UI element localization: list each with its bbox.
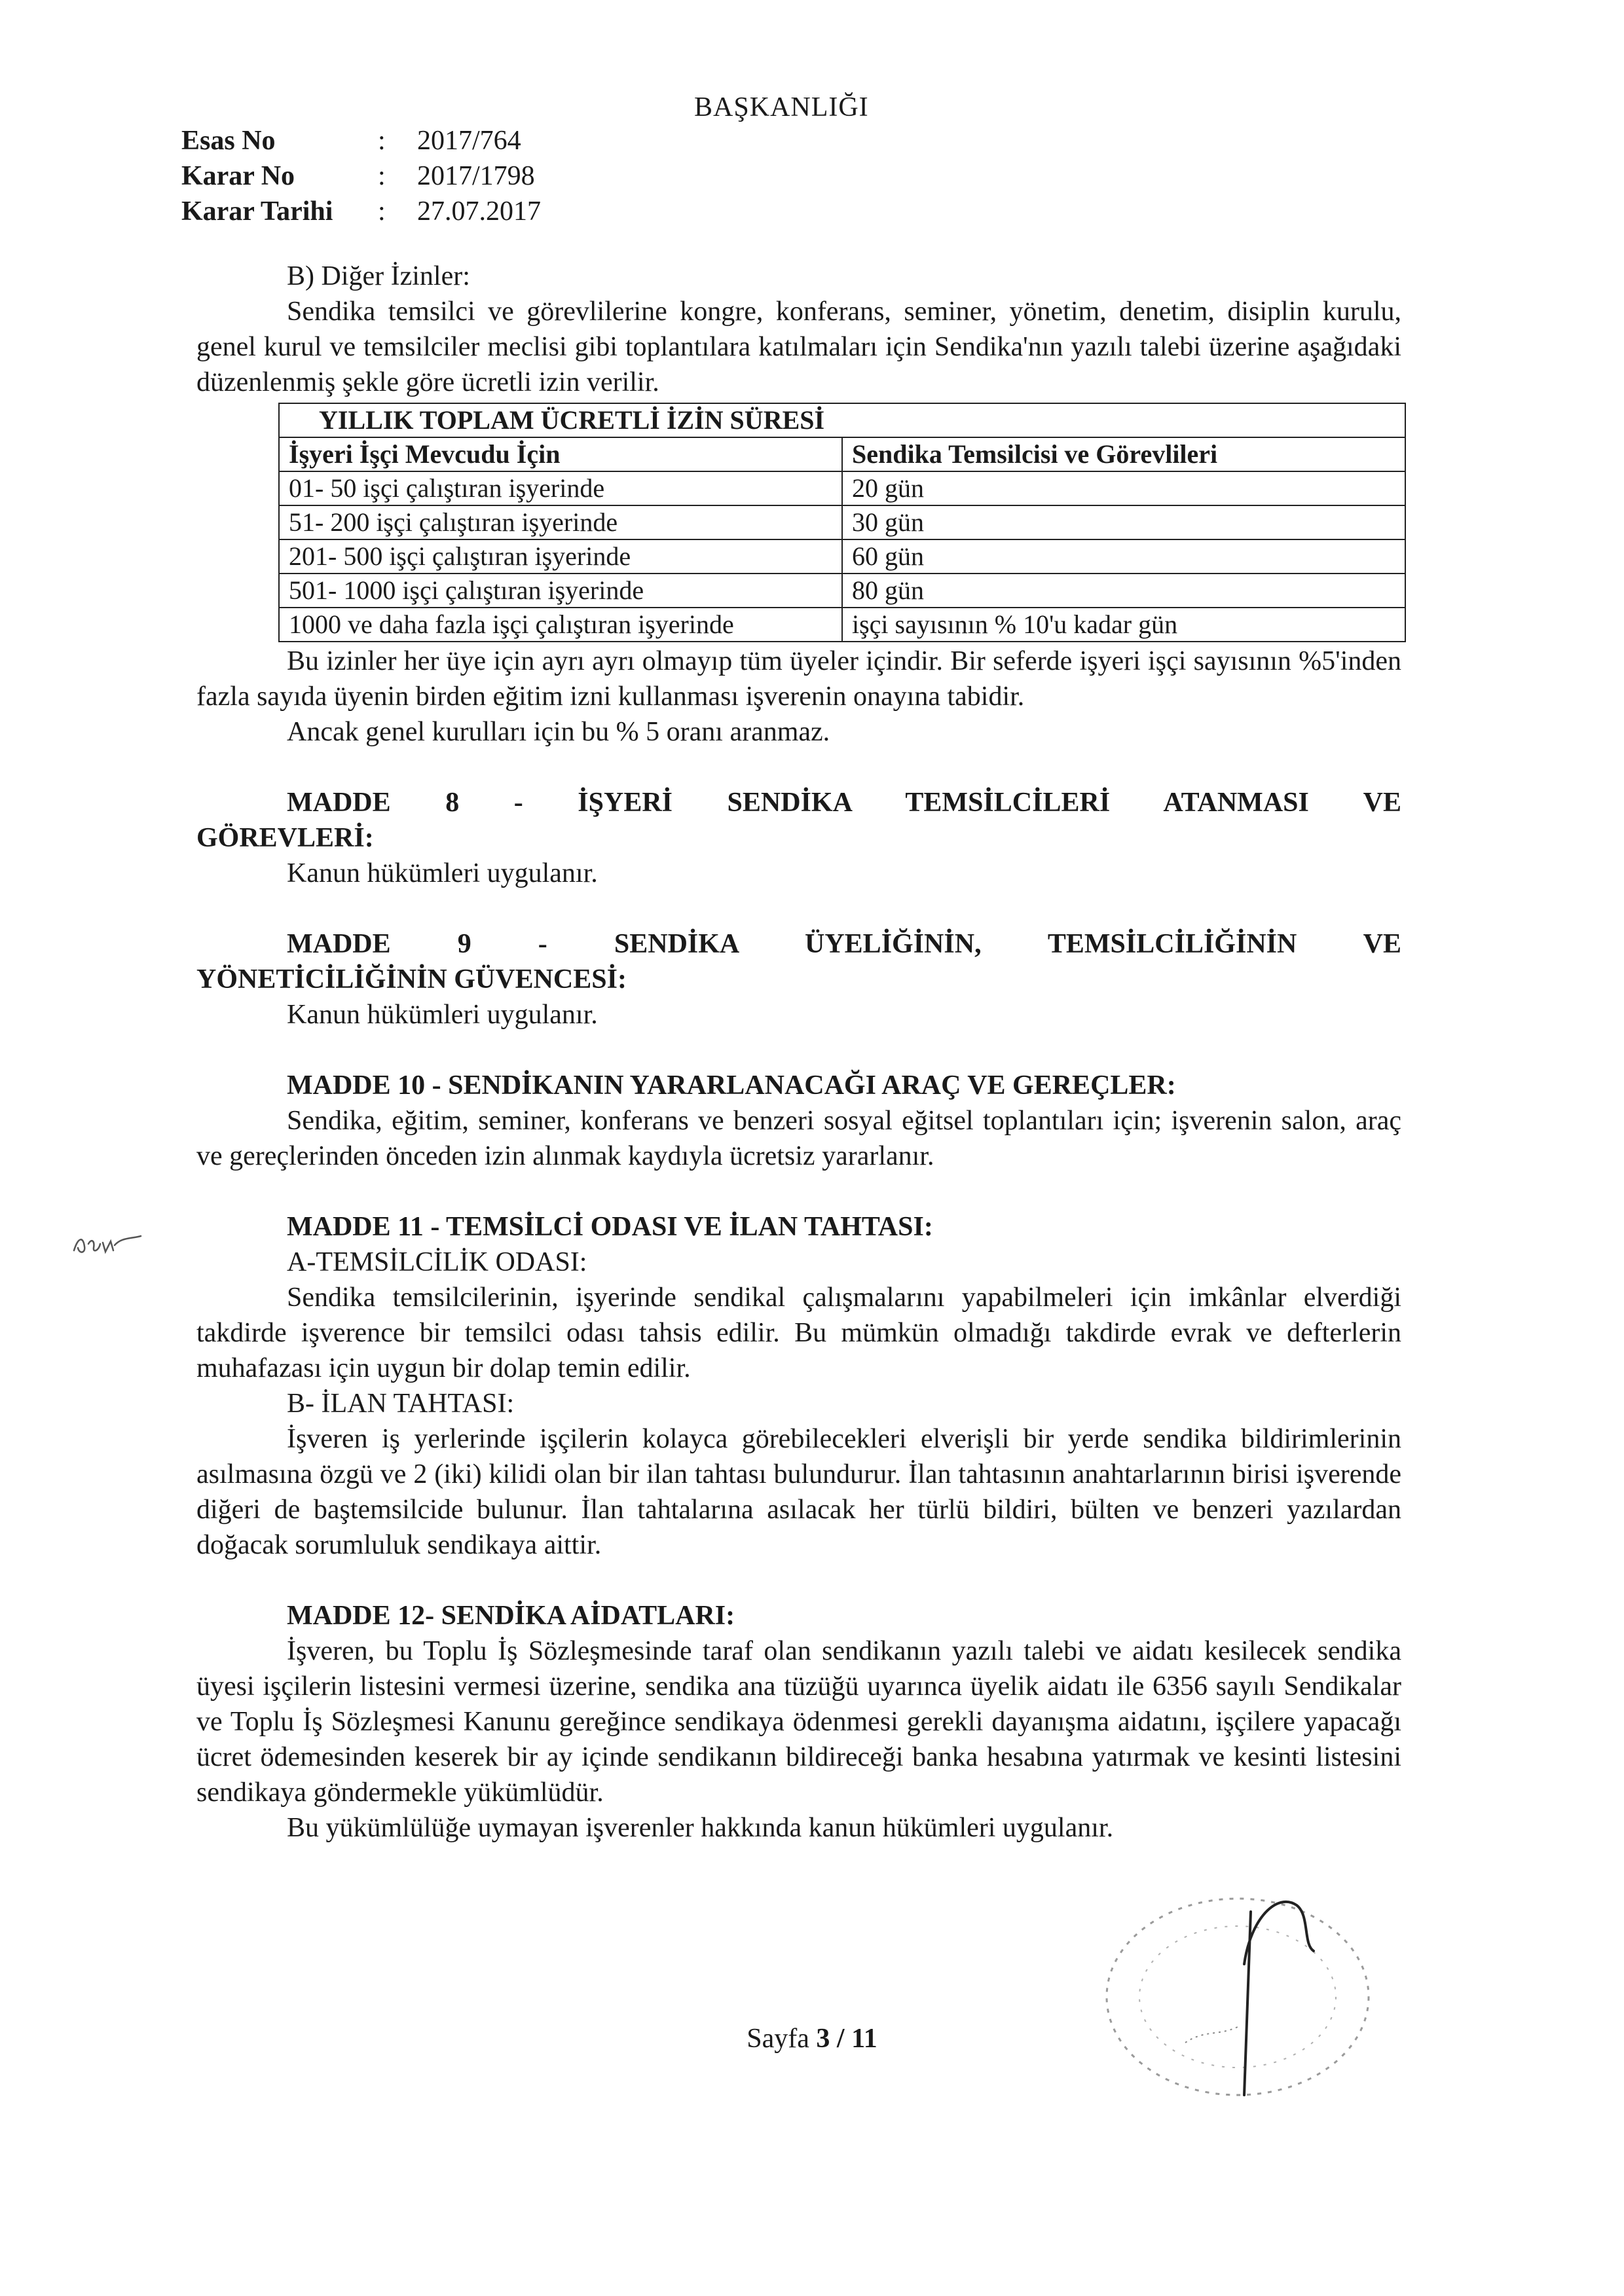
table-row — [279, 608, 1405, 642]
meta-row-karar-tarihi — [181, 194, 541, 229]
table-cell: 201- 500 işçi çalıştıran işyerinde — [279, 539, 842, 574]
madde-11-body-b: İşveren iş yerlerinde işçilerin kolayca görebilecekleri elverişli bir yerde sendika bildirimlerinin asılmasına özgü ve 2 (iki) kilidi olan bir ilan tahtası bulundurur. İlan tahtasının anahtarlarının birisi işverende diğeri de baştemsilcide bulunur. İlan tahtalarına asılacak her türlü bildiri, bülten ve benzeri yazılardan doğacak sorumluluk sendikaya aittir. — [196, 1424, 1401, 1560]
spacer — [196, 1032, 1401, 1068]
leave-table — [278, 403, 1406, 642]
case-meta — [181, 123, 541, 229]
table-row — [279, 574, 1405, 608]
page-total: 11 — [851, 2024, 877, 2054]
leave-table-header-row — [279, 437, 1405, 471]
meta-separator: : — [378, 161, 386, 191]
meta-label: Karar Tarihi — [181, 196, 333, 227]
madde-12-body: İşveren, bu Toplu İş Sözleşmesinde taraf olan sendikanın yazılı talebi ve aidatı kesilecek sendika üyesi işçilerin listesini vermesi üzerine, sendika ana tüzüğü uyarınca üyelik aidatı ile 6356 sayılı Sendikalar ve Toplu İş Sözleşmesi Kanunu gereğince sendikaya ödenmesi gerekli dayanışma aidatını, işçilere yapacağı ücret ödemesinden keserek bir ay içinde sendikanın bildireceği banka hesabına yatırmak ve kesinti listesini sendikaya göndermekle yükümlüdür. — [196, 1636, 1401, 1808]
meta-value: 2017/1798 — [417, 161, 535, 191]
spacer — [196, 891, 1401, 926]
page-footer — [0, 2023, 1624, 2054]
madde-12-heading: MADDE 12- SENDİKA AİDATLARI: — [287, 1601, 735, 1631]
meta-row-esas — [181, 123, 541, 158]
spacer — [196, 1563, 1401, 1598]
table-row — [279, 505, 1405, 539]
meta-separator: : — [378, 196, 386, 227]
meta-label: Esas No — [181, 126, 276, 156]
table-cell: 20 gün — [842, 471, 1405, 505]
signature-stamp — [1087, 1872, 1388, 2108]
madde-9-heading: MADDE 9 - SENDİKA ÜYELİĞİNİN, TEMSİLCİLİĞİNİN VE — [287, 929, 1401, 959]
madde-8-heading-cont: GÖREVLERİ: — [196, 823, 374, 853]
madde-10-body: Sendika, eğitim, seminer, konferans ve benzeri sosyal eğitsel toplantıları için; işverenin salon, araç ve gereçlerinden önceden izin alınmak kaydıyla ücretsiz yararlanır. — [196, 1106, 1401, 1171]
leave-table-header: Sendika Temsilcisi ve Görevlileri — [842, 437, 1405, 471]
header-title: BAŞKANLIĞI — [694, 92, 869, 122]
madde-8-body: Kanun hükümleri uygulanır. — [287, 858, 598, 888]
table-row — [279, 539, 1405, 574]
section-b-intro: Sendika temsilci ve görevlilerine kongre, konferans, seminer, yönetim, denetim, disiplin kurulu, genel kurul ve temsilciler meclisi gibi toplantılara katılmaları için Sendika'nın yazılı talebi üzerine aşağıdaki düzenlenmiş şekle göre ücretli izin verilir. — [196, 297, 1401, 397]
meta-row-karar — [181, 158, 541, 194]
madde-9-heading-cont: YÖNETİCİLİĞİNİN GÜVENCESİ: — [196, 964, 627, 994]
madde-11-sub-a: A-TEMSİLCİLİK ODASI: — [287, 1247, 587, 1277]
section-b-note-2: Ancak genel kurulları için bu % 5 oranı aranmaz. — [287, 717, 830, 747]
table-cell: 1000 ve daha fazla işçi çalıştıran işyerinde — [279, 608, 842, 642]
table-cell: 51- 200 işçi çalıştıran işyerinde — [279, 505, 842, 539]
page-label: Sayfa — [747, 2024, 809, 2054]
leave-table-title: YILLIK TOPLAM ÜCRETLİ İZİN SÜRESİ — [279, 403, 1405, 437]
leave-table-title-row — [279, 403, 1405, 437]
section-b-note: Bu izinler her üye için ayrı ayrı olmayıp tüm üyeler içindir. Bir seferde işyeri işçi sayısının %5'inden fazla sayıda üyenin birden eğitim izni kullanması işverenin onayına tabidir. — [196, 646, 1401, 712]
document-body — [196, 259, 1401, 1846]
table-cell: 60 gün — [842, 539, 1405, 574]
madde-12-body-2: Bu yükümlülüğe uymayan işverenler hakkında kanun hükümleri uygulanır. — [287, 1813, 1114, 1843]
table-cell: 30 gün — [842, 505, 1405, 539]
madde-9-body: Kanun hükümleri uygulanır. — [287, 1000, 598, 1030]
page-current: 3 — [816, 2024, 830, 2054]
spacer — [196, 1174, 1401, 1209]
meta-separator: : — [378, 126, 386, 156]
madde-11-sub-b: B- İLAN TAHTASI: — [287, 1389, 515, 1419]
table-cell: 80 gün — [842, 574, 1405, 608]
meta-label: Karar No — [181, 161, 295, 191]
madde-11-heading: MADDE 11 - TEMSİLCİ ODASI VE İLAN TAHTASI: — [287, 1212, 933, 1242]
page-separator: / — [836, 2024, 845, 2054]
spacer — [196, 750, 1401, 785]
section-b-heading: B) Diğer İzinler: — [287, 261, 470, 291]
meta-value: 2017/764 — [417, 126, 521, 156]
meta-value: 27.07.2017 — [417, 196, 541, 227]
madde-8-heading: MADDE 8 - İŞYERİ SENDİKA TEMSİLCİLERİ ATANMASI VE — [287, 788, 1401, 818]
table-row — [279, 471, 1405, 505]
handwritten-initials — [69, 1224, 147, 1264]
table-cell: 01- 50 işçi çalıştıran işyerinde — [279, 471, 842, 505]
table-cell: işçi sayısının % 10'u kadar gün — [842, 608, 1405, 642]
table-cell: 501- 1000 işçi çalıştıran işyerinde — [279, 574, 842, 608]
leave-table-header: İşyeri İşçi Mevcudu İçin — [279, 437, 842, 471]
madde-10-heading: MADDE 10 - SENDİKANIN YARARLANACAĞI ARAÇ VE GEREÇLER: — [287, 1070, 1176, 1101]
madde-11-body-a: Sendika temsilcilerinin, işyerinde sendikal çalışmalarını yapabilmeleri için imkânlar elverdiği takdirde işverence bir temsilci odası tahsis edilir. Bu mümkün olmadığı takdirde evrak ve defterlerin muhafazası için uygun bir dolap temin edilir. — [196, 1283, 1401, 1383]
